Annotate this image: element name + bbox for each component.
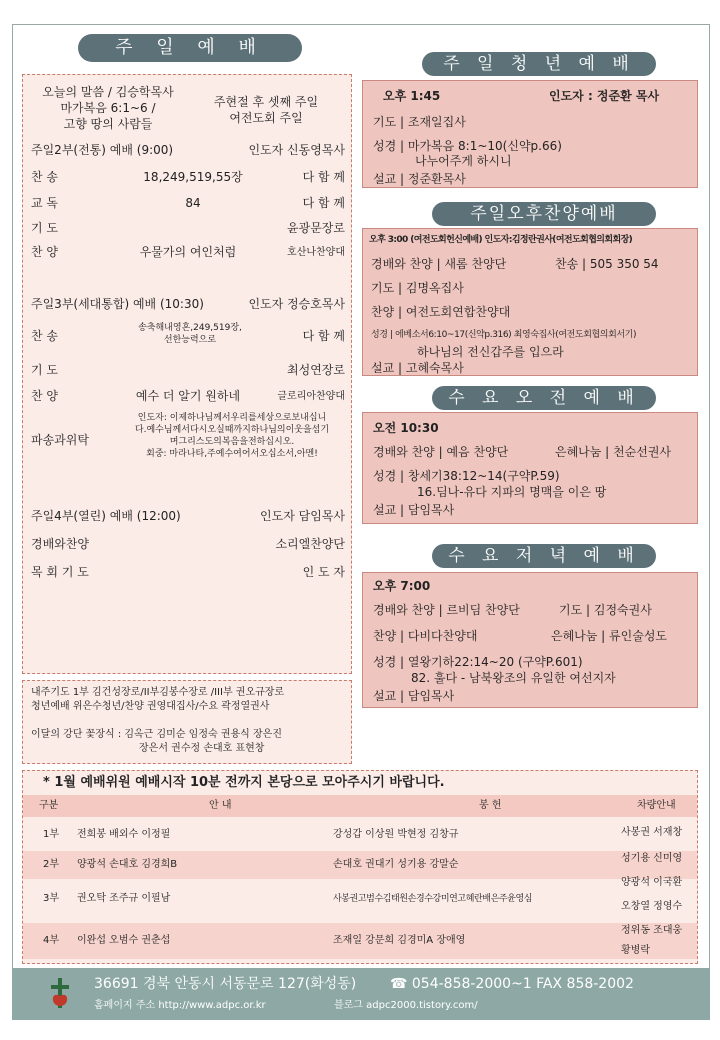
afternoon-choir: 찬양 | 여전도회연합찬양대: [371, 305, 511, 319]
duty-header-guide: 안 내: [209, 800, 232, 811]
afternoon-scripture-title: 하나님의 전신갑주를 입으라: [417, 345, 564, 359]
afternoon-scripture: 성경 | 에베소서6:10~17(신약p.316) 최영숙집사(여전도회협의회서기): [371, 330, 637, 340]
afternoon-hymn: 찬송 | 505 350 54: [555, 257, 659, 271]
wed-pm-choir: 찬양 | 다비다찬양대: [373, 629, 478, 643]
sending-label: 파송과위탁: [31, 433, 89, 447]
season-line2: 여전도회 주일: [229, 111, 303, 125]
service2-choir-value: 우물가의 여인처럼: [139, 245, 237, 259]
wed-pm-time: 오후 7:00: [373, 579, 431, 593]
service4-praise-right: 소리엘찬양단: [275, 537, 345, 551]
sunday-services-box: [22, 74, 352, 674]
duty-part: 3부: [43, 893, 60, 904]
afternoon-head: 오후 3:00 (여전도회헌신예배) 인도자:김정란권사(여전도회협의회회장): [369, 235, 633, 245]
duty-guide: 이완섭 오범수 권춘섭: [77, 935, 171, 946]
wed-pm-box: [362, 572, 698, 708]
youth-box: [362, 80, 698, 188]
car-guide-name: 양광석 이국환: [621, 877, 683, 888]
service4-pray-right: 인 도 자: [302, 565, 345, 579]
duty-guide: 권오탁 조주규 이필남: [77, 893, 171, 904]
note-line3: 이달의 강단 꽃장식 : 김옥근 김미순 임정숙 권용식 장은진: [31, 729, 282, 740]
service2-choir-right: 호산나찬양대: [287, 247, 345, 258]
wed-am-sermon: 설교 | 담임목사: [373, 503, 455, 517]
service3-hymn-label: 찬 송: [31, 329, 58, 343]
service3-pray-right: 최성연장로: [287, 363, 345, 377]
duty-title: * 1월 예배위원 예배시작 10분 전까지 본당으로 모아주시기 바랍니다.: [43, 775, 445, 790]
wed-am-praise: 경배와 찬양 | 예음 찬양단: [373, 445, 509, 459]
car-guide-name: 성기용 신미영: [621, 853, 683, 864]
duty-part: 1부: [43, 829, 60, 840]
afternoon-praise: 경배와 찬양 | 새롬 찬양단: [371, 257, 507, 271]
sending-line3: 며그리스도의복음을전하십시오.: [169, 437, 295, 447]
duty-offering: 강성갑 이상원 박현정 김창규: [333, 829, 459, 840]
youth-scripture-title: 나누어주게 하시니: [415, 154, 512, 168]
footer-website[interactable]: 홈페이지 주소 http://www.adpc.or.kr: [94, 1000, 266, 1011]
sending-line1: 인도자: 이제하나님께서우리를세상으로보내십니: [137, 413, 327, 423]
footer-address: 36691 경북 안동시 서동문로 127(화성동): [94, 976, 357, 992]
youth-time: 오후 1:45: [383, 89, 441, 103]
season-line1: 주현절 후 셋째 주일: [213, 95, 319, 109]
service4-pray-label: 목 회 기 도: [31, 565, 89, 579]
service2-reading-label: 교 독: [31, 196, 58, 210]
main-service-title: 주 일 예 배: [78, 34, 302, 62]
sermon-line3: 고향 땅의 사람들: [63, 117, 153, 131]
service3-choir-label: 찬 양: [31, 389, 58, 403]
service2-pray-label: 기 도: [31, 221, 58, 235]
wed-am-title: 수 요 오 전 예 배: [432, 386, 656, 410]
service4-leader: 인도자 담임목사: [260, 509, 345, 523]
worship-duty-table: [22, 770, 698, 964]
wed-pm-scripture-title: 82. 훌다 - 남북왕조의 유일한 여선지자: [411, 671, 616, 685]
car-guide-name: 오창열 정영수: [621, 901, 683, 912]
sending-line4: 회중: 마라나타,주예수여어서오십소서,아멘!: [146, 449, 318, 459]
wed-pm-title: 수 요 저 녁 예 배: [432, 544, 656, 568]
service2-hymn-value: 18,249,519,55장: [143, 170, 243, 184]
sermon-line1: 오늘의 말씀 / 김승학목사: [42, 85, 174, 99]
service4-praise-label: 경배와찬양: [31, 537, 89, 551]
duty-offering: 조재일 강문희 김경미A 장애영: [333, 935, 466, 946]
duty-offering: 손대호 권대기 성기용 강말순: [333, 859, 459, 870]
youth-scripture: 성경 | 마가복음 8:1~10(신약p.66): [373, 139, 562, 153]
youth-title: 주 일 청 년 예 배: [422, 52, 656, 76]
car-guide-name: 황병락: [621, 945, 650, 956]
wed-am-grace: 은혜나눔 | 천순선권사: [555, 445, 672, 459]
service2-leader: 인도자 신동영목사: [248, 143, 345, 157]
service2-hymn-right: 다 함 께: [302, 170, 345, 184]
wed-pm-scripture: 성경 | 열왕기하22:14~20 (구약P.601): [373, 655, 583, 669]
note-line2: 청년예배 위은수청년/찬양 권영대집사/수요 곽정열권사: [31, 701, 270, 712]
duty-row: [23, 851, 697, 879]
service3-header: 주일3부(세대통합) 예배 (10:30): [31, 297, 204, 311]
service3-choir-right: 글로리아찬양대: [277, 391, 345, 402]
youth-sermon: 설교 | 정준환목사: [373, 172, 466, 186]
car-guide-name: 정위동 조대웅: [621, 925, 683, 936]
afternoon-box: [362, 228, 698, 376]
duty-offering: 사봉권고범수김태원손경수강미연고혜란배은주윤영심: [333, 894, 533, 904]
service3-hymn-right: 다 함 께: [302, 329, 345, 343]
wed-pm-pray: 기도 | 김정숙권사: [559, 603, 652, 617]
duty-row: [23, 923, 697, 959]
service3-hymn-value2: 선한능력으로: [163, 335, 217, 345]
service2-reading-right: 다 함 께: [302, 196, 345, 210]
service3-hymn-value1: 송축해내영혼,249,519장,: [138, 323, 242, 333]
duty-guide: 전희봉 배외수 이정필: [77, 829, 171, 840]
service3-leader: 인도자 정승호목사: [248, 297, 345, 311]
service2-hymn-label: 찬 송: [31, 170, 58, 184]
youth-leader: 인도자 : 정준환 목사: [549, 89, 660, 103]
service3-pray-label: 기 도: [31, 363, 58, 377]
service2-reading-value: 84: [185, 196, 201, 210]
announcements-box: [22, 680, 352, 764]
wed-am-box: [362, 412, 698, 524]
footer-blog[interactable]: 블로그 adpc2000.tistory.com/: [334, 1000, 478, 1011]
service2-choir-label: 찬 양: [31, 245, 58, 259]
service4-header: 주일4부(열린) 예배 (12:00): [31, 509, 181, 523]
footer-phone: ☎ 054-858-2000~1 FAX 858-2002: [390, 976, 634, 992]
duty-header-car: 차량안내: [637, 800, 676, 811]
wed-pm-grace: 은혜나눔 | 류인술성도: [551, 629, 668, 643]
car-guide-name: 사봉권 서재창: [621, 827, 683, 838]
afternoon-pray: 기도 | 김명옥집사: [371, 281, 464, 295]
duty-header-row: [23, 795, 697, 817]
duty-part: 2부: [43, 859, 60, 870]
sending-line2: 다.예수님께서다시오실때까지하나님의이웃을섬기: [134, 425, 330, 435]
car-guide-column: [615, 817, 697, 963]
youth-pray: 기도 | 조재일집사: [373, 115, 466, 129]
afternoon-sermon: 설교 | 고혜숙목사: [371, 361, 464, 375]
afternoon-title: 주일오후찬양예배: [432, 202, 656, 226]
church-logo-icon: [48, 976, 72, 1010]
sermon-line2: 마가복음 6:1~6 /: [60, 101, 156, 115]
note-line1: 내주기도 1부 김건성장로/II부김봉수장로 /III부 권오규장로: [31, 687, 285, 698]
duty-row: [23, 885, 697, 913]
duty-guide: 양광석 손대호 김경희B: [77, 859, 178, 870]
service3-choir-value: 예수 더 알기 원하네: [135, 389, 241, 403]
note-line4: 장은서 권수정 손대호 표현창: [139, 743, 265, 754]
duty-header-offering: 봉 헌: [479, 800, 502, 811]
wed-am-time: 오전 10:30: [373, 421, 439, 435]
wed-am-scripture: 성경 | 창세기38:12~14(구약P.59): [373, 469, 560, 483]
duty-row: [23, 821, 697, 849]
wed-pm-praise: 경배와 찬양 | 르비딤 찬양단: [373, 603, 520, 617]
wed-pm-sermon: 설교 | 담임목사: [373, 689, 455, 703]
duty-header-part: 구분: [39, 800, 59, 811]
service2-pray-right: 윤광문장로: [287, 221, 345, 235]
duty-part: 4부: [43, 935, 60, 946]
wed-am-scripture-title: 16.딤나-유다 지파의 명맥을 이은 땅: [417, 485, 607, 499]
service2-header: 주일2부(전통) 예배 (9:00): [31, 143, 174, 157]
footer: [12, 968, 710, 1020]
